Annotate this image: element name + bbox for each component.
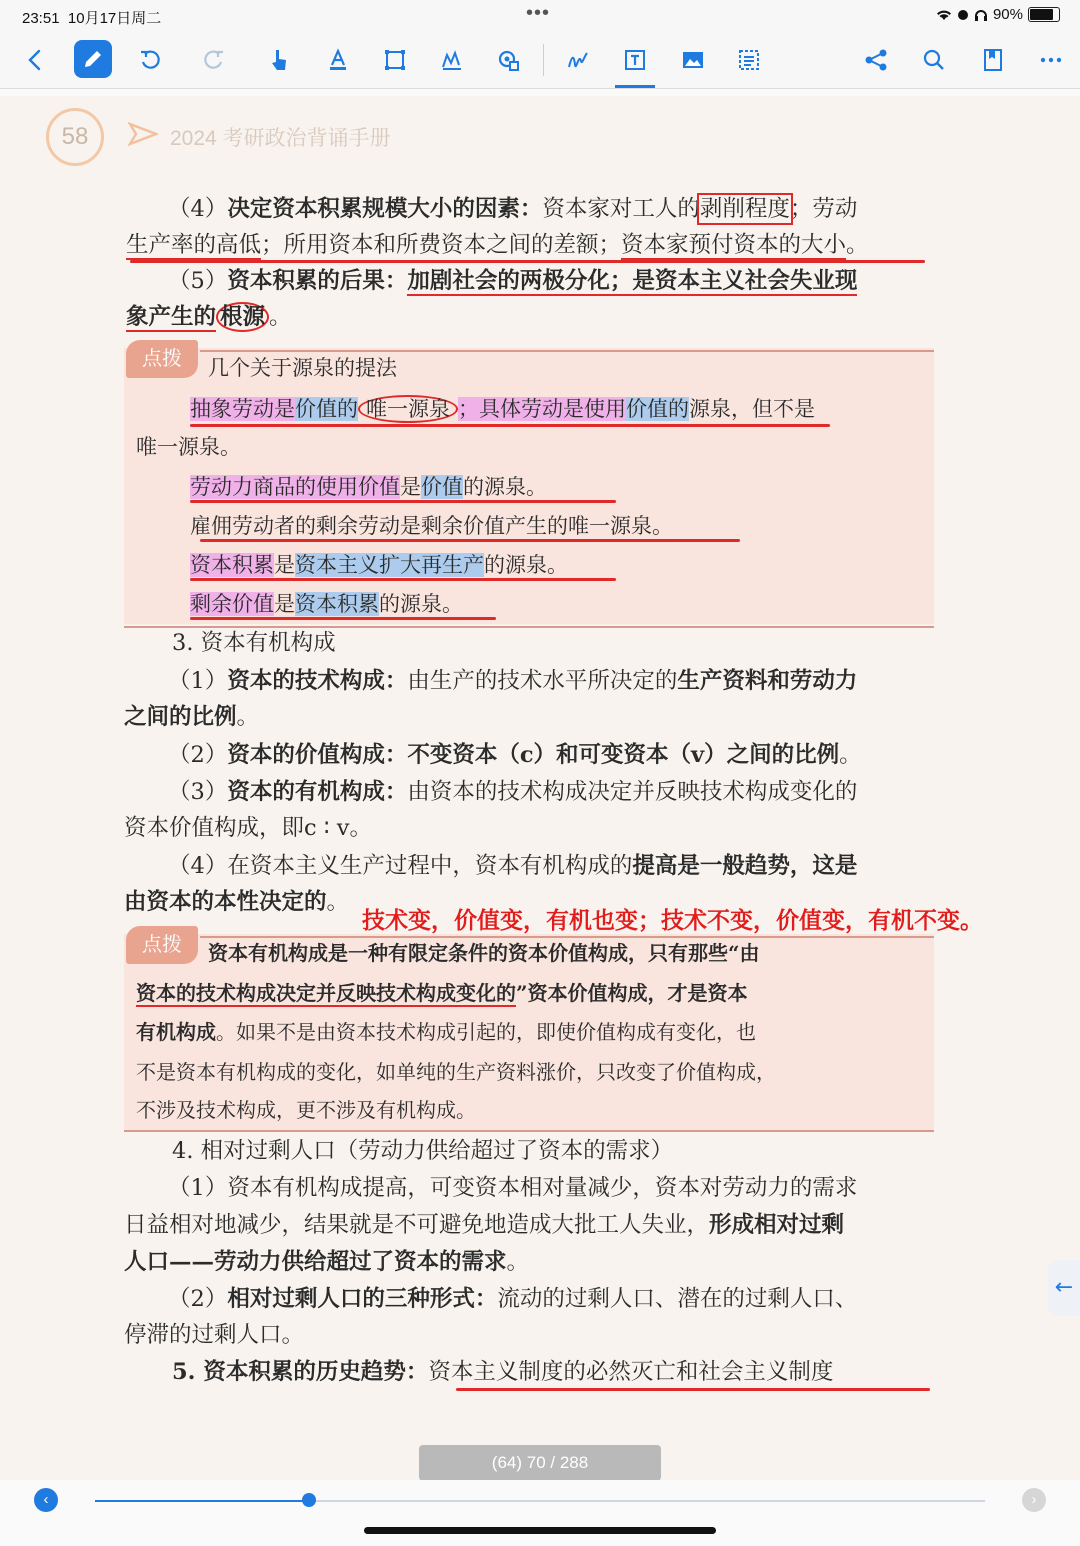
s3-p3-line2: 资本价值构成，即c ∶ v。 <box>124 815 372 841</box>
p4-line2: 生产率的高低；所用资本和所费资本之间的差额；资本家预付资本的大小。 <box>126 232 869 258</box>
back-button[interactable] <box>18 42 54 78</box>
status-bar <box>0 0 1080 32</box>
s3-p4-line1: （4）在资本主义生产过程中，资本有机构成的提高是一般趋势，这是 <box>168 853 858 879</box>
s4-title: 4. 相对过剩人口（劳动力供给超过了资本的需求） <box>172 1138 674 1164</box>
ink-underline <box>190 424 830 427</box>
tip-tag-2: 点拨 <box>126 926 198 964</box>
slider-progress <box>95 1500 309 1502</box>
s5-line: 5. 资本积累的历史趋势：资本主义制度的必然灭亡和社会主义制度 <box>172 1359 834 1385</box>
search-button[interactable] <box>916 42 952 78</box>
wifi-icon <box>936 9 952 21</box>
share-nodes-icon <box>863 47 889 73</box>
pointer-tool-button[interactable] <box>262 42 298 78</box>
share-button[interactable] <box>858 42 894 78</box>
page-number: 58 <box>46 108 104 166</box>
ink-underline <box>190 500 616 503</box>
tip-rule-top-1 <box>200 350 934 352</box>
area-select-button[interactable] <box>377 42 413 78</box>
chevron-left-icon: ‹ <box>43 1491 49 1508</box>
s3-p1-line2: 之间的比例。 <box>124 704 260 730</box>
tip1-line4: 雇佣劳动者的剩余劳动是剩余价值产生的唯一源泉。 <box>190 514 673 538</box>
ink-underline <box>456 1388 930 1391</box>
page-slider[interactable] <box>95 1500 985 1502</box>
search-icon <box>921 47 947 73</box>
tip1-line3: 劳动力商品的使用价值是价值的源泉。 <box>190 475 547 499</box>
image-icon <box>680 47 706 73</box>
page-header: 2024 考研政治背诵手册 <box>170 127 391 150</box>
s4-p2-line1: （2）相对过剩人口的三种形式：流动的过剩人口、潜在的过剩人口、 <box>168 1286 858 1312</box>
pen-tool-button[interactable] <box>74 40 112 78</box>
toolbar <box>0 32 1080 89</box>
hand-pointer-icon <box>267 47 293 73</box>
chevron-right-icon: › <box>1031 1491 1037 1508</box>
status-time: 23:51 10月17日周二 <box>22 10 162 27</box>
tip2-line3: 有机构成。如果不是由资本技术构成引起的，即使价值构成有变化，也 <box>136 1020 756 1044</box>
battery-icon <box>1028 7 1060 22</box>
p4-line1: （4）决定资本积累规模大小的因素：资本家对工人的剥削程度；劳动 <box>168 196 858 222</box>
battery-percent: 90% <box>992 6 1023 23</box>
tip1-line2: 唯一源泉。 <box>136 435 241 459</box>
page-scrubber-bar <box>0 1480 1080 1546</box>
bookmark-book-icon <box>980 47 1006 73</box>
undo-icon <box>137 47 163 73</box>
freehand-button[interactable] <box>560 42 596 78</box>
tip1-line5: 资本积累是资本主义扩大再生产的源泉。 <box>190 553 568 577</box>
text-box-icon <box>622 47 648 73</box>
tip1-line1: 抽象劳动是价值的 唯一源泉 ；具体劳动是使用价值的源泉，但不是 <box>190 397 815 421</box>
s4-p1-line1: （1）资本有机构成提高，可变资本相对量减少，资本对劳动力的需求 <box>168 1175 858 1201</box>
s3-title: 3. 资本有机构成 <box>172 630 336 656</box>
tip-rule-bottom-2 <box>124 1130 934 1132</box>
undo-button[interactable] <box>132 42 168 78</box>
status-right <box>936 6 1060 23</box>
s4-p1-line2: 日益相对地减少，结果就是不可避免地造成大批工人失业，形成相对过剩 <box>124 1212 845 1238</box>
pencil-icon <box>80 46 106 72</box>
scan-text-icon <box>736 47 762 73</box>
next-page-button[interactable] <box>1022 1488 1046 1512</box>
redo-button[interactable] <box>196 42 232 78</box>
s3-p1-line1: （1）资本的技术构成：由生产的技术水平所决定的生产资料和劳动力 <box>168 668 858 694</box>
lasso-rect-icon <box>382 47 408 73</box>
more-button[interactable] <box>1033 42 1069 78</box>
stamp-button[interactable] <box>490 42 526 78</box>
s3-p2: （2）资本的价值构成：不变资本（c）和可变资本（v）之间的比例。 <box>168 742 862 768</box>
header-logo-icon <box>128 122 158 146</box>
side-panel-toggle[interactable] <box>1048 1260 1080 1316</box>
bookmark-button[interactable] <box>975 42 1011 78</box>
image-button[interactable] <box>675 42 711 78</box>
prev-page-button[interactable] <box>34 1488 58 1512</box>
squiggle-icon <box>565 47 591 73</box>
handwritten-note: 技术变，价值变，有机也变；技术不变，价值变，有机不变。 <box>362 907 983 933</box>
focus-icon <box>957 9 969 21</box>
ink-underline <box>200 539 740 542</box>
text-highlight-button[interactable] <box>320 42 356 78</box>
tip2-line4: 不是资本有机构成的变化，如单纯的生产资料涨价，只改变了价值构成， <box>136 1060 776 1084</box>
home-indicator[interactable] <box>364 1527 716 1534</box>
s4-p2-line2: 停滞的过剩人口。 <box>124 1322 305 1348</box>
redo-icon <box>201 47 227 73</box>
stamp-gear-icon <box>495 47 521 73</box>
s4-p1-line3: 人口——劳动力供给超过了资本的需求。 <box>124 1249 530 1275</box>
toolbar-divider <box>543 44 544 76</box>
ink-underline <box>130 260 925 263</box>
multitask-dots[interactable]: ••• <box>526 2 551 24</box>
signature-button[interactable] <box>434 42 470 78</box>
headphones-icon <box>974 9 988 21</box>
tip1-title: 几个关于源泉的提法 <box>208 356 397 380</box>
text-highlight-icon <box>325 47 351 73</box>
ink-underline <box>190 578 616 581</box>
tip2-line1: 资本有机构成是一种有限定条件的资本价值构成，只有那些“由 <box>208 941 760 965</box>
more-dots-icon <box>1038 47 1064 73</box>
document-page[interactable] <box>0 96 1080 1506</box>
tip-tag-1: 点拨 <box>126 340 198 378</box>
p5-line2: 象产生的 根源 。 <box>126 304 292 330</box>
signature-icon <box>439 47 465 73</box>
p5-line1: （5）资本积累的后果：加剧社会的两极分化；是资本主义社会失业现 <box>168 268 858 294</box>
slider-thumb[interactable] <box>302 1493 316 1507</box>
text-box-button[interactable] <box>617 42 653 78</box>
page-indicator[interactable]: (64) 70 / 288 <box>419 1445 661 1481</box>
arrow-left-icon: ← <box>1054 1275 1074 1300</box>
tip1-line6: 剩余价值是资本积累的源泉。 <box>190 592 463 616</box>
s3-p3-line1: （3）资本的有机构成：由资本的技术构成决定并反映技术构成变化的 <box>168 779 858 805</box>
s3-p4-line2: 由资本的本性决定的。 <box>124 889 350 915</box>
ocr-button[interactable] <box>731 42 767 78</box>
tip2-line2: 资本的技术构成决定并反映技术构成变化的”资本价值构成，才是资本 <box>136 981 748 1005</box>
chevron-left-icon <box>23 47 49 73</box>
tip2-line5: 不涉及技术构成，更不涉及有机构成。 <box>136 1098 476 1122</box>
ink-underline <box>190 617 496 620</box>
